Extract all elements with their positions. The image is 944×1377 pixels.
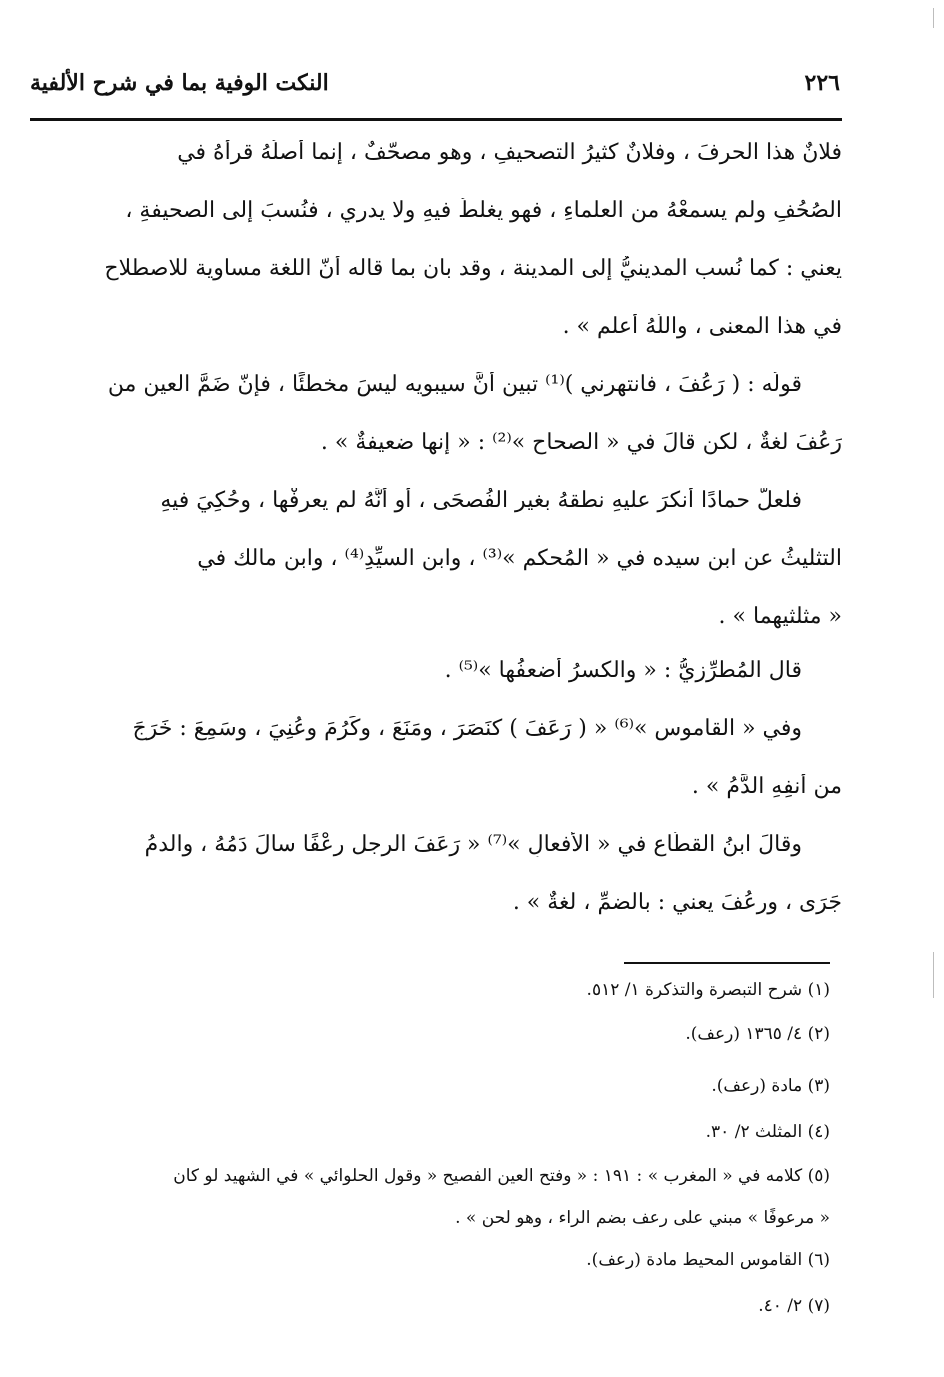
running-header (30, 62, 840, 112)
text-line: قولُه : ( رَعُفَ ، فانتهرني )⁽¹⁾ تبين أنَّ سيبويه ليسَ مخطئًا ، فإنّ ضَمَّ العينِ من (107, 372, 802, 397)
footnote: (٣) مادة (رعف). (711, 1076, 830, 1096)
text-line: فلانٌ هذا الحرفَ ، وفلانٌ كثيرُ التصحيفِ ، وهو مصحّفٌ ، إنما أصلُهُ قرأهُ في (177, 140, 842, 165)
running-title: النكت الوفية بما في شرح الألفية (30, 70, 329, 96)
text-line: الصُحُفِ ولم يسمعْهُ من العلماءِ ، فهو يغلطُ فيهِ ولا يدري ، فنُسبَ إلى الصحيفةِ ، (125, 198, 842, 223)
scan-edge-mark (933, 952, 934, 998)
scan-edge-mark (933, 8, 934, 28)
header-rule (30, 118, 842, 121)
footnote: (٦) القاموس المحيط مادة (رعف). (586, 1250, 830, 1270)
page-number: ٢٢٦ (804, 70, 840, 96)
footnote: (٥) كلامه في « المغرب » : ١٩١ : « وفتح العين الفصيح « وقول الحلوائي » في الشهيد لو كان (173, 1166, 830, 1186)
text-line: وقالَ ابنُ القطَّاعِ في « الأفعالِ »⁽⁷⁾ « رَعَفَ الرجل رعْفًا سالَ دَمُهُ ، والدمُ (144, 832, 802, 857)
text-line: « مثلثيهما » . (718, 604, 842, 629)
text-line: في هذا المعنى ، واللّهُ أعلم » . (562, 314, 842, 339)
text-line: فلعلَّ حمادًا أنكرَ عليهِ نطقهُ بغيرِ الفُصحَى ، أو أنَّهُ لم يعرفْها ، وحُكِيَ فيهِ (160, 488, 802, 513)
text-line: من أنفِهِ الدَّمُ » . (691, 774, 842, 799)
text-line: رَعُفَ لغةٌ ، لكن قالَ في « الصحاحِ »⁽²⁾ : « إنها ضعيفةٌ » . (320, 430, 842, 455)
text-line: وفي « القاموسِ »⁽⁶⁾ « ( رَعَفَ ) كنَصَرَ ، ومَنَعَ ، وكَرُمَ وعُنِيَ ، وسَمِعَ : خَرَجَ (132, 716, 802, 741)
text-line: التثليثُ عن ابنِ سيده في « المُحكم »⁽³⁾ ، وابنِ السيِّدِ⁽⁴⁾ ، وابنِ مالك في (197, 546, 842, 571)
text-line: جَرَى ، ورعُفَ يعني : بالضمِّ ، لغةٌ » . (512, 890, 842, 915)
footnote-continuation: « مرعوفًا » مبني على رعف بضم الراء ، وهو لحن » . (455, 1208, 830, 1228)
text-line: قال المُطرِّزيُّ : « والكسرُ أضعفُها »⁽⁵⁾ . (444, 658, 802, 683)
footnote: (٧) ٢/ ٤٠. (758, 1296, 830, 1316)
main-text (30, 140, 842, 915)
footnote-rule (624, 962, 830, 964)
text-line: يعني : كما نُسب المدينيُّ إلى المدينة ، وقد بان بما قاله أنّ اللغة مساوية للاصطلاح (104, 256, 842, 281)
footnote: (١) شرح التبصرة والتذكرة ١/ ٥١٢. (586, 980, 830, 1000)
footnote: (٤) المثلث ٢/ ٣٠. (705, 1122, 830, 1142)
footnote: (٢) ٤/ ١٣٦٥ (رعف). (685, 1024, 830, 1044)
